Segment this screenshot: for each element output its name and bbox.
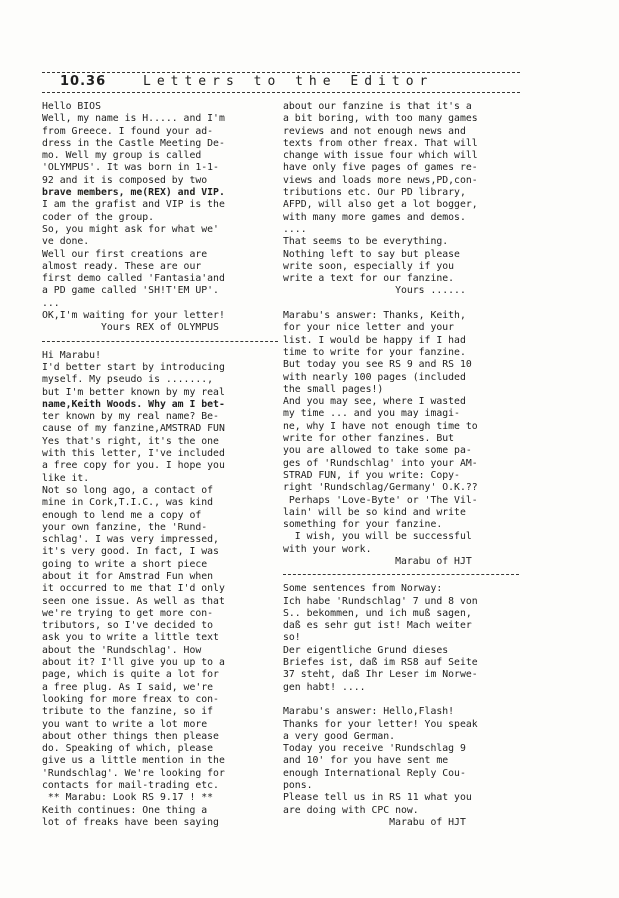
text-line: from Greece. I found your ad- bbox=[42, 125, 214, 137]
right-column bbox=[283, 101, 519, 829]
section-header bbox=[42, 70, 520, 94]
text-line: right 'Rundschlag/Germany' O.K.?? bbox=[283, 482, 478, 494]
text-line: about it? I'll give you up to a bbox=[42, 657, 225, 669]
text-line: something for your fanzine. bbox=[283, 519, 443, 531]
text-line: ter known by my real name? Be- bbox=[42, 411, 219, 423]
text-line: 37 steht, daß Ihr Leser im Norwe- bbox=[283, 669, 478, 681]
text-line: S.. bekommen, und ich muß sagen, bbox=[283, 607, 472, 619]
text-line: a very good German. bbox=[283, 730, 396, 742]
letter-divider bbox=[283, 574, 519, 583]
text-line: Some sentences from Norway: bbox=[283, 583, 443, 595]
text-line: list. I would be happy if I had bbox=[283, 334, 466, 346]
text-line: and 10' for you have sent me bbox=[283, 755, 449, 767]
text-line: contacts for mail-trading etc. bbox=[42, 780, 219, 792]
text-line: ... bbox=[42, 297, 60, 309]
text-line: Nothing left to say but please bbox=[283, 248, 460, 260]
section-number: 10.36 bbox=[54, 74, 112, 89]
header-top-rule bbox=[42, 72, 520, 73]
text-line: the small pages!) bbox=[283, 383, 384, 395]
text-line: with your work. bbox=[283, 543, 372, 555]
text-line: cause of my fanzine,AMSTRAD FUN bbox=[42, 423, 225, 435]
text-line: But today you see RS 9 and RS 10 bbox=[283, 359, 472, 371]
text-line: mo. Well my group is called bbox=[42, 150, 202, 162]
text-line: I wish, you will be successful bbox=[283, 531, 472, 543]
text-line: have only five pages of games re- bbox=[283, 162, 478, 174]
text-line: a bit boring, with too many games bbox=[283, 113, 478, 125]
text-line: OK,I'm waiting for your letter! bbox=[42, 310, 225, 322]
text-line: write for other fanzines. But bbox=[283, 433, 455, 445]
text-line: .... bbox=[283, 223, 307, 235]
text-line: Marabu of HJT bbox=[283, 555, 472, 567]
letter-divider bbox=[42, 341, 278, 350]
paragraph-gap bbox=[283, 694, 519, 706]
text-line: I'd better start by introducing bbox=[42, 361, 225, 373]
text-line: a free copy for you. I hope you bbox=[42, 460, 225, 472]
text-line: looking for more freax to con- bbox=[42, 693, 219, 705]
text-line: first demo called 'Fantasia'and bbox=[42, 273, 225, 285]
text-line: we're trying to get more con- bbox=[42, 607, 214, 619]
text-line: So, you might ask for what we' bbox=[42, 223, 219, 235]
text-line: about the 'Rundschlag'. How bbox=[42, 644, 202, 656]
text-line: about our fanzine is that it's a bbox=[283, 101, 472, 112]
text-line: Yours ...... bbox=[283, 285, 466, 297]
text-line: lot of freaks have been saying bbox=[42, 816, 219, 828]
text-line: for your nice letter and your bbox=[283, 322, 455, 334]
text-line: with nearly 100 pages (included bbox=[283, 371, 466, 383]
text-line: Ich habe 'Rundschlag' 7 und 8 von bbox=[283, 595, 478, 607]
text-line: change with issue four which will bbox=[283, 150, 478, 162]
text-line: Well, my name is H..... and I'm bbox=[42, 113, 225, 125]
text-line: tributors, so I've decided to bbox=[42, 620, 214, 632]
text-line: your own fanzine, the 'Rund- bbox=[42, 521, 208, 533]
text-line: Marabu's answer: Thanks, Keith, bbox=[283, 310, 466, 322]
text-line: ne, why I have not enough time to bbox=[283, 420, 478, 432]
text-line: myself. My pseudo is ......., bbox=[42, 374, 214, 386]
text-line: time to write for your fanzine. bbox=[283, 346, 466, 358]
text-line: my time ... and you may imagi- bbox=[283, 408, 460, 420]
text-line: ges of 'Rundschlag' into your AM- bbox=[283, 457, 478, 469]
text-line: That seems to be everything. bbox=[283, 236, 449, 248]
text-line: going to write a short piece bbox=[42, 558, 208, 570]
text-line: STRAD FUN, if you write: Copy- bbox=[283, 469, 460, 481]
text-line: tribute to the fanzine, so if bbox=[42, 706, 214, 718]
text-line: about other things then please bbox=[42, 730, 219, 742]
text-line: Yours REX of OLYMPUS bbox=[42, 322, 219, 334]
text-line: tributions etc. Our PD library, bbox=[283, 187, 466, 199]
text-line: like it. bbox=[42, 472, 90, 484]
text-line: name,Keith Woods. Why am I bet- bbox=[42, 398, 225, 410]
text-line: Please tell us in RS 11 what you bbox=[283, 792, 472, 804]
text-line: Well our first creations are bbox=[42, 248, 208, 260]
text-line: dress in the Castle Meeting De- bbox=[42, 137, 225, 149]
text-line: ask you to write a little text bbox=[42, 632, 219, 644]
text-line: it occurred to me that I'd only bbox=[42, 583, 225, 595]
text-line: you want to write a lot more bbox=[42, 718, 208, 730]
text-line: lain' will be so kind and write bbox=[283, 506, 466, 518]
text-line: Yes that's right, it's the one bbox=[42, 435, 219, 447]
text-line: And you may see, where I wasted bbox=[283, 396, 466, 408]
text-line: a free plug. As I said, we're bbox=[42, 681, 214, 693]
section-title: Letters to the Editor bbox=[137, 74, 439, 89]
text-line: you are allowed to take some pa- bbox=[283, 445, 472, 457]
text-line: Der eigentliche Grund dieses bbox=[283, 644, 449, 656]
text-line: so! bbox=[283, 632, 301, 644]
text-line: reviews and not enough news and bbox=[283, 125, 466, 137]
text-line: a PD game called 'SH!T'EM UP'. bbox=[42, 285, 219, 297]
text-line: texts from other freax. That will bbox=[283, 137, 478, 149]
text-line: Thanks for your letter! You speak bbox=[283, 718, 478, 730]
text-line: daß es sehr gut ist! Mach weiter bbox=[283, 620, 472, 632]
text-line: gen habt! .... bbox=[283, 681, 366, 693]
text-line: AFPD, will also get a lot bogger, bbox=[283, 199, 478, 211]
text-line: Not so long ago, a contact of bbox=[42, 484, 214, 496]
text-line: I am the grafist and VIP is the bbox=[42, 199, 225, 211]
text-line: Today you receive 'Rundschlag 9 bbox=[283, 743, 466, 755]
text-line: seen one issue. As well as that bbox=[42, 595, 225, 607]
text-line: but I'm better known by my real bbox=[42, 386, 225, 398]
text-line: views and loads more news,PD,con- bbox=[283, 174, 478, 186]
text-line: write soon, especially if you bbox=[283, 260, 455, 272]
text-line: about it for Amstrad Fun when bbox=[42, 570, 214, 582]
header-bottom-rule bbox=[42, 92, 520, 93]
text-line: enough International Reply Cou- bbox=[283, 767, 466, 779]
text-line: ve done. bbox=[42, 236, 90, 248]
text-line: give us a little mention in the bbox=[42, 755, 225, 767]
text-line: enough to lend me a copy of bbox=[42, 509, 202, 521]
text-line: Marabu of HJT bbox=[283, 816, 466, 828]
text-line: ** Marabu: Look RS 9.17 ! ** bbox=[42, 792, 214, 804]
text-line: mine in Cork,T.I.C., was kind bbox=[42, 497, 214, 509]
text-line: are doing with CPC now. bbox=[283, 804, 419, 816]
text-line: Keith continues: One thing a bbox=[42, 804, 208, 816]
text-line: Hi Marabu! bbox=[42, 349, 101, 361]
text-line: pons. bbox=[283, 780, 313, 792]
text-line: with many more games and demos. bbox=[283, 211, 466, 223]
text-line: it's very good. In fact, I was bbox=[42, 546, 219, 558]
text-line: 'Rundschlag'. We're looking for bbox=[42, 767, 225, 779]
text-line: Hello BIOS bbox=[42, 101, 101, 112]
left-column bbox=[42, 101, 278, 829]
text-line: 'OLYMPUS'. It was born in 1-1- bbox=[42, 162, 219, 174]
paragraph-gap bbox=[283, 298, 519, 310]
text-line: Marabu's answer: Hello,Flash! bbox=[283, 706, 455, 718]
text-line: coder of the group. bbox=[42, 211, 155, 223]
text-line: Briefes ist, daß im RS8 auf Seite bbox=[283, 657, 478, 669]
text-line: Perhaps 'Love-Byte' or 'The Vil- bbox=[283, 494, 478, 506]
text-line: do. Speaking of which, please bbox=[42, 743, 214, 755]
text-line: page, which is quite a lot for bbox=[42, 669, 219, 681]
text-line: schlag'. I was very impressed, bbox=[42, 534, 219, 546]
text-line: brave members, me(REX) and VIP. bbox=[42, 187, 225, 199]
text-line: with this letter, I've included bbox=[42, 448, 225, 460]
text-line: 92 and it is composed by two bbox=[42, 174, 208, 186]
text-line: almost ready. These are our bbox=[42, 260, 202, 272]
text-line: write a text for our fanzine. bbox=[283, 273, 455, 285]
